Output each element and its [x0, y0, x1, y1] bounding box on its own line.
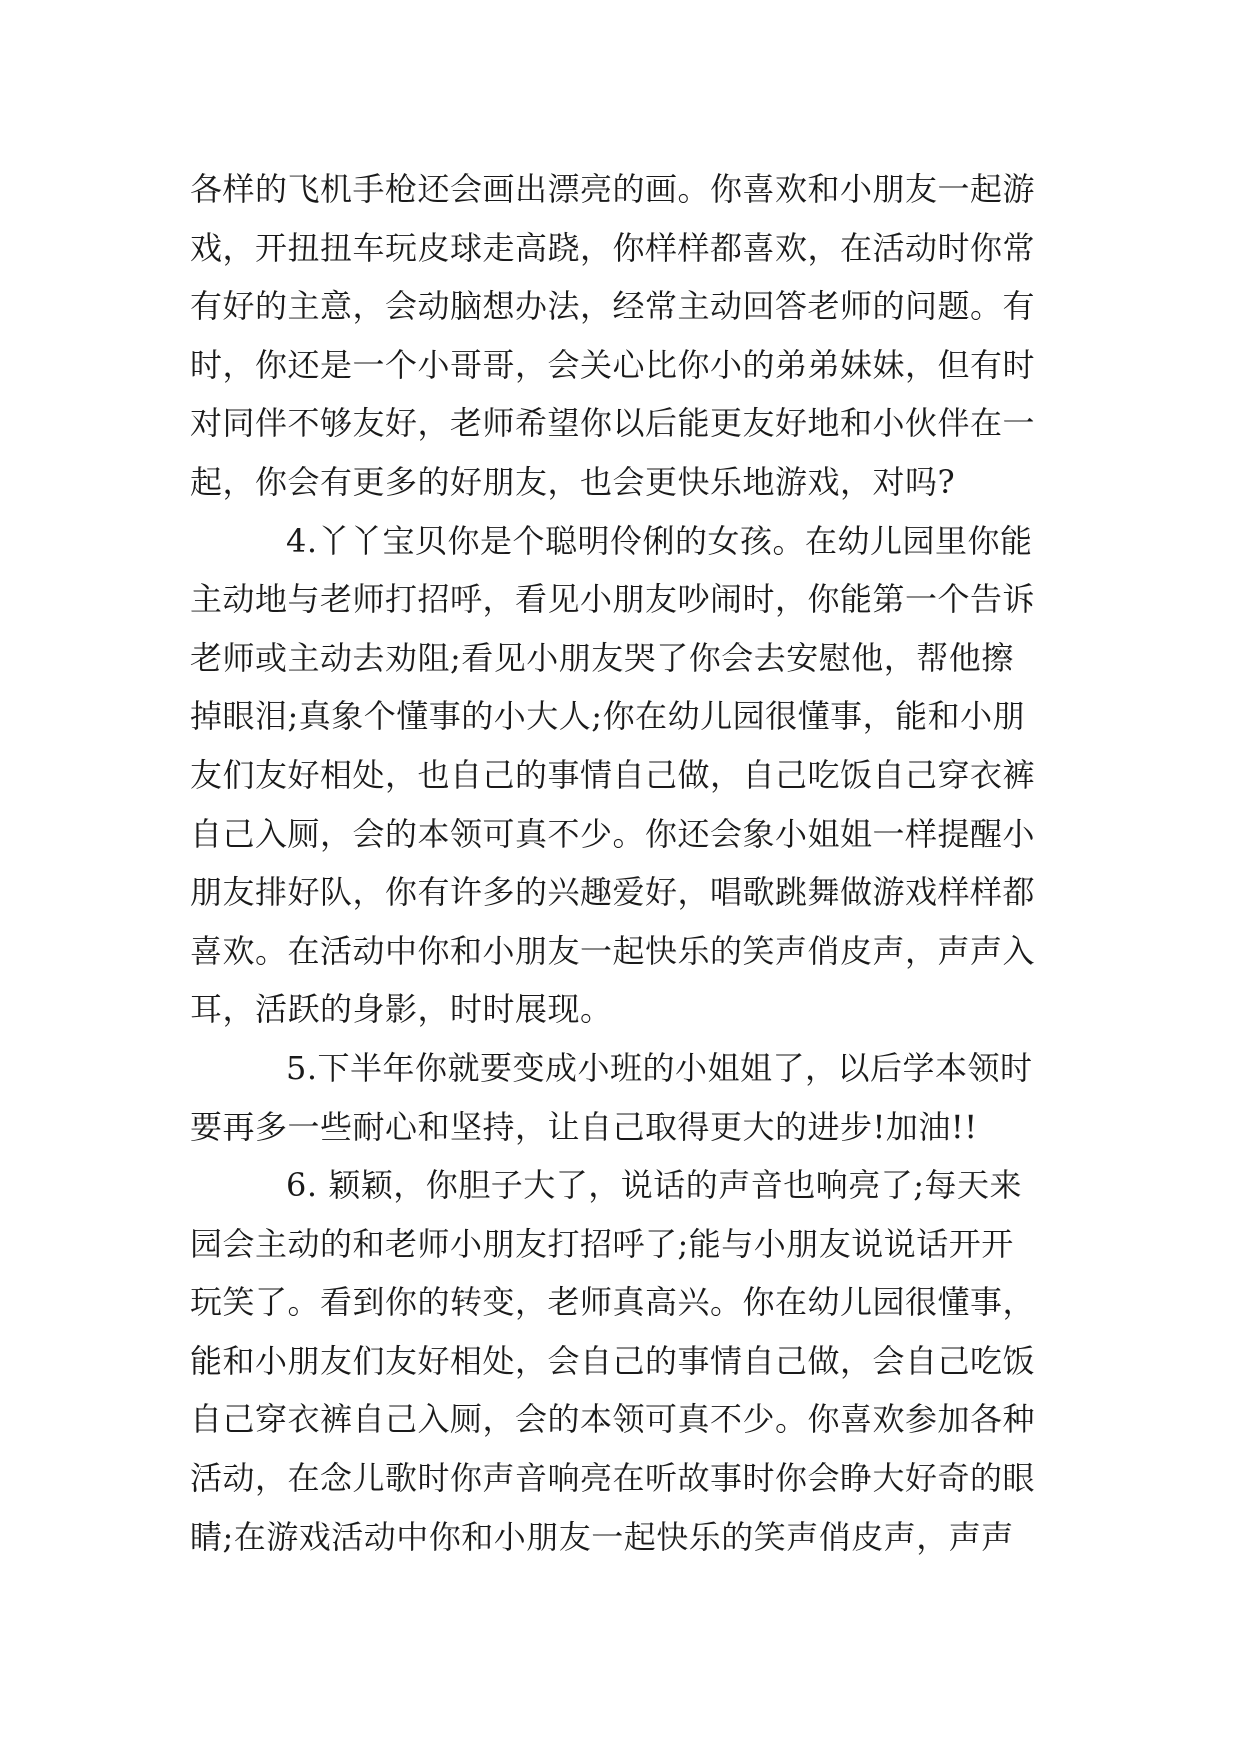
- text-line: 玩笑了。看到你的转变，老师真高兴。你在幼儿园很懂事，: [190, 1283, 1036, 1322]
- paragraph-6-start: 6. 颖颖，你胆子大了，说话的声音也响亮了;每天来: [286, 1166, 1022, 1205]
- text-line: 时，你还是一个小哥哥，会关心比你小的弟弟妹妹，但有时: [190, 345, 1036, 384]
- body-text: [190, 160, 1050, 1566]
- text-line: 朋友排好队，你有许多的兴趣爱好，唱歌跳舞做游戏样样都: [190, 873, 1036, 912]
- text-line: 自己穿衣裤自己入厕，会的本领可真不少。你喜欢参加各种: [190, 1400, 1036, 1439]
- text-line: 能和小朋友们友好相处，会自己的事情自己做，会自己吃饭: [190, 1341, 1036, 1380]
- text-line: 掉眼泪;真象个懂事的小大人;你在幼儿园很懂事，能和小朋: [190, 697, 1026, 736]
- text-line: 园会主动的和老师小朋友打招呼了;能与小朋友说说话开开: [190, 1224, 1014, 1263]
- text-line: 耳，活跃的身影，时时展现。: [190, 990, 613, 1029]
- text-line: 老师或主动去劝阻;看见小朋友哭了你会去安慰他，帮他擦: [190, 638, 1014, 677]
- text-line: 要再多一些耐心和坚持，让自己取得更大的进步!加油!!: [190, 1107, 978, 1146]
- text-line: 起，你会有更多的好朋友，也会更快乐地游戏，对吗?: [190, 462, 956, 501]
- paragraph-5-start: 5.下半年你就要变成小班的小姐姐了，以后学本领时: [286, 1048, 1033, 1087]
- text-line: 喜欢。在活动中你和小朋友一起快乐的笑声俏皮声，声声入: [190, 931, 1036, 970]
- text-line: 有好的主意，会动脑想办法，经常主动回答老师的问题。有: [190, 287, 1036, 326]
- text-line: 睛;在游戏活动中你和小朋友一起快乐的笑声俏皮声，声声: [190, 1517, 1014, 1556]
- text-line: 友们友好相处，也自己的事情自己做，自己吃饭自己穿衣裤: [190, 755, 1036, 794]
- text-line: 对同伴不够友好，老师希望你以后能更友好地和小伙伴在一: [190, 404, 1036, 443]
- paragraph-4-start: 4.丫丫宝贝你是个聪明伶俐的女孩。在幼儿园里你能: [286, 521, 1033, 560]
- text-line: 各样的飞机手枪还会画出漂亮的画。你喜欢和小朋友一起游: [190, 170, 1036, 208]
- text-line: 活动，在念儿歌时你声音响亮在听故事时你会睁大好奇的眼: [190, 1459, 1036, 1498]
- text-line: 自己入厕，会的本领可真不少。你还会象小姐姐一样提醒小: [190, 814, 1036, 853]
- text-line: 主动地与老师打招呼，看见小朋友吵闹时，你能第一个告诉: [190, 580, 1036, 619]
- text-line: 戏，开扭扭车玩皮球走高跷，你样样都喜欢，在活动时你常: [190, 228, 1036, 267]
